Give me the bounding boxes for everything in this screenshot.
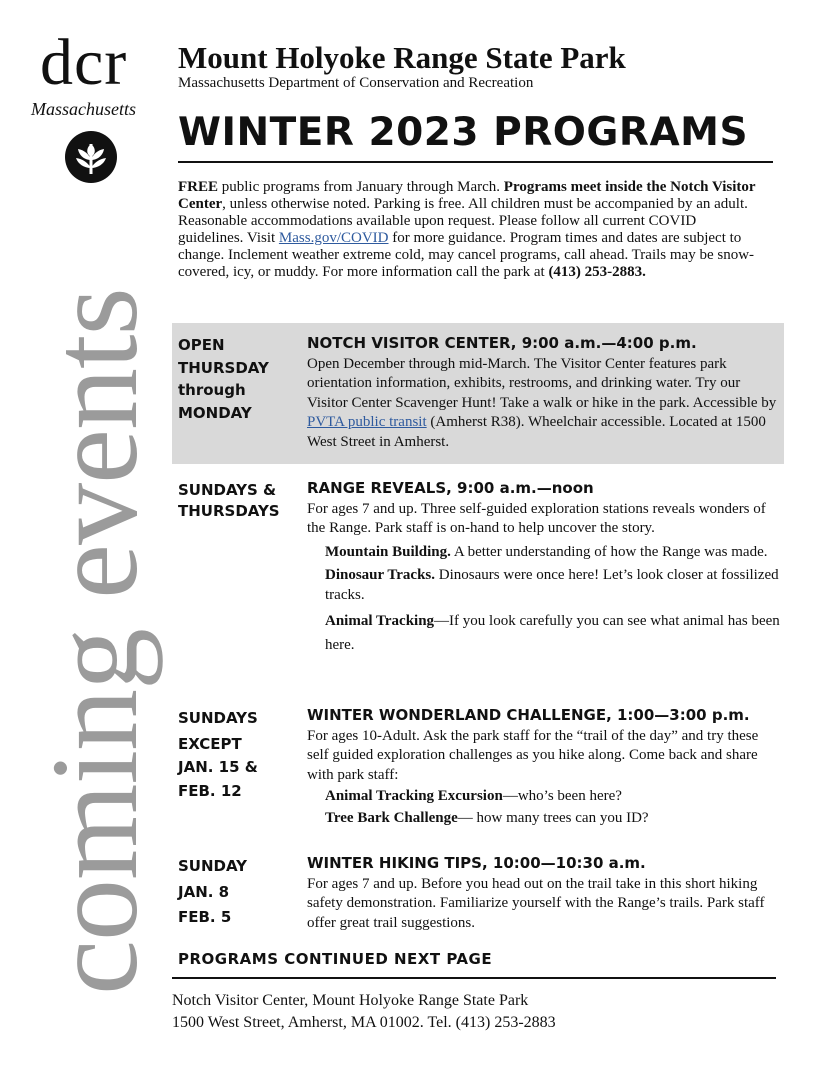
station-text: A better understanding of how the Range was made. [450,543,768,560]
coming-events-banner: coming events [26,288,163,995]
when-line: through [178,381,246,399]
footer-line-1: Notch Visitor Center, Mount Holyoke Range State Park [172,992,529,1009]
dcr-logo: dcr [40,26,128,99]
schedule-when [178,334,269,424]
when-line: JAN. 15 & [178,758,258,776]
challenge-name: Animal Tracking Excursion [325,788,503,804]
footer-address [172,990,556,1034]
event-description: For ages 7 and up. Before you head out on the trail take in this short hiking safety demonstration. Familiarize yourself with the Range’s trails. Park staff offer great trail suggestions. [307,875,765,931]
agency-name: Massachusetts Department of Conservation and Recreation [178,75,534,91]
intro-text-2: , unless otherwise noted. Parking is free. All children must be accompanied by an adult. Reasonable accommodations available upon request. Please follow all current COVID guidelines. Visit [178,196,748,246]
when-line: OPEN [178,336,225,354]
logo-state-name: Massachusetts [31,99,136,119]
when-line: FEB. 5 [178,908,232,926]
station-name: Dinosaur Tracks. [325,567,436,583]
intro-text-3: for more guidance. Program times and dates are subject to change. Inclement weather extreme cold, may cancel programs, call ahead. Trails may be snow-covered, icy, or muddy. For more information call the park at [178,230,755,280]
station-text: Dinosaurs were once here! Let’s look closer at fossilized tracks. [325,567,779,603]
event-title: WINTER WONDERLAND CHALLENGE, 1:00—3:00 p.m. [307,706,750,724]
schedule-when [178,707,258,803]
schedule-row-wonderland [172,706,784,846]
park-title: Mount Holyoke Range State Park [178,40,626,75]
when-line: JAN. 8 [178,883,230,901]
when-line: FEB. 12 [178,781,242,800]
footer-line-2: 1500 West Street, Amherst, MA 01002. Tel. (413) 253-2883 [172,1014,556,1031]
schedule-details [307,334,782,452]
when-line: THURSDAYS [178,502,280,520]
schedule-row-hiking-tips [172,854,784,939]
intro-free: FREE [178,179,219,195]
challenge-text: — how many trees can you ID? [457,809,649,826]
event-title: RANGE REVEALS, 9:00 a.m.—noon [307,479,594,497]
event-description: For ages 7 and up. Three self-guided exploration stations reveals wonders of the Range. Park staff is on-hand to help uncover the story. [307,500,766,536]
event-description-end: (Amherst R38). Wheelchair accessible. Located at 1500 West Street in Amherst. [307,414,766,450]
when-line: SUNDAYS [178,709,258,727]
schedule-when [178,480,280,522]
station-text: —If you look carefully you can see what animal has been here. [325,613,780,653]
footer-divider [172,977,776,979]
schedule-row-visitor-center [172,323,784,464]
challenge-item [325,787,782,807]
event-title: NOTCH VISITOR CENTER, 9:00 a.m.—4:00 p.m. [307,334,697,352]
continued-notice: PROGRAMS CONTINUED NEXT PAGE [178,950,493,968]
intro-text-1: public programs from January through March. [218,179,504,195]
intro-paragraph [178,179,763,281]
park-phone: (413) 253-2883. [548,264,646,280]
station-name: Animal Tracking [325,613,435,629]
challenge-item [325,809,782,829]
intro-meeting-place: Programs meet inside the Notch Visitor Center [178,179,756,212]
station-item [325,609,782,657]
challenge-name: Tree Bark Challenge [325,809,458,826]
leaf-seal-icon [64,130,118,184]
event-description: Open December through mid-March. The Visitor Center features park orientation information, exhibits, restrooms, and drinking water. Try our Visitor Center Scavenger Hunt! Take a walk or hike in the park. Accessible by [307,355,777,411]
schedule-details [307,706,782,828]
station-item [325,543,782,563]
schedule-row-range-reveals [172,478,784,700]
page-title: WINTER 2023 PROGRAMS [178,110,749,155]
schedule-when [178,854,247,930]
pvta-transit-link[interactable]: PVTA public transit [307,414,427,430]
when-line: MONDAY [178,403,252,422]
event-title: WINTER HIKING TIPS, 10:00—10:30 a.m. [307,854,646,872]
when-line: EXCEPT [178,734,242,753]
when-line: THURSDAY [178,358,269,377]
event-description: For ages 10-Adult. Ask the park staff for the “trail of the day” and try these self guided exploration challenges as you hike along. Come back and share with park staff: [307,727,759,783]
when-line: SUNDAY [178,857,248,875]
schedule-details [307,854,782,933]
challenge-text: —who’s been here? [502,788,622,804]
when-line: SUNDAYS & [178,481,277,499]
covid-link[interactable]: Mass.gov/COVID [278,230,389,246]
station-item [325,566,782,605]
station-name: Mountain Building. [325,543,451,560]
header-divider [178,161,773,163]
schedule-details [307,479,782,657]
